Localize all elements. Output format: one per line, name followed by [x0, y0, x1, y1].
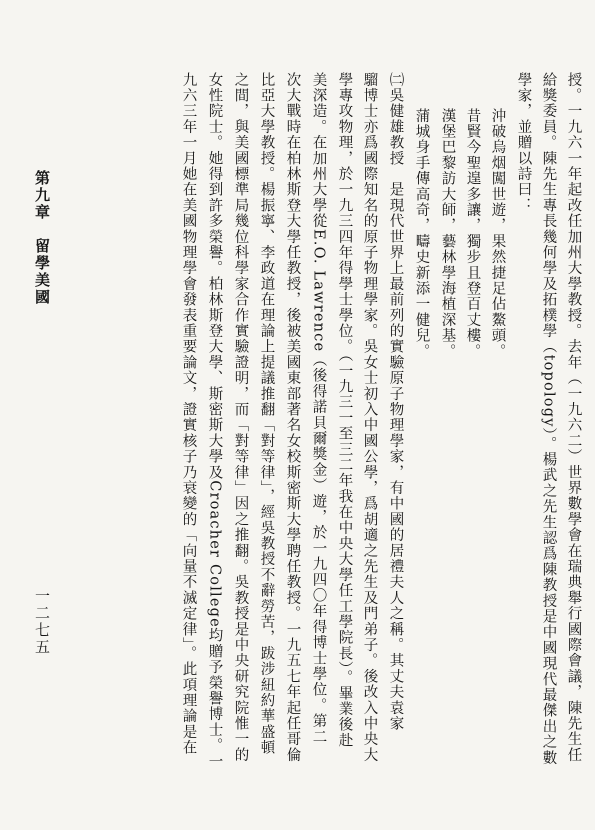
text-column: 之間，與美國標準局幾位科學家合作實驗證明，而「對等律」因之推翻。吳教授是中央研究院惟一的: [232, 72, 249, 763]
poem-line: 昔賢今聖遑多讓，獨步且登百丈樓。: [464, 108, 481, 360]
text-column: 學專攻物理，於一九三四年得學士學位。（一九三一至三二年我在中央大學任工學院長）。畢業後赴: [336, 72, 353, 749]
text-column: 女性院士。她得到許多榮譽。柏林斯登大學、斯密斯大學及Croacher College均贈予榮譽博士。一: [206, 72, 223, 770]
chapter-heading: 第九章 留學美國: [33, 170, 51, 306]
text-column: 比亞大學教授。楊振寧、李政道在理論上提議推翻「對等律」，經吳教授不辭勞苦，跋涉紐約華盛頓: [258, 72, 275, 756]
text-column: 學家，並贈以詩曰：: [515, 72, 532, 214]
text-column: 次大戰時在柏林斯登大學任教授，後被美國東部著名女校斯密斯大學聘任教授。一九五七年起任哥倫: [284, 72, 301, 763]
text-column: 美深造。在加州大學從E.O. Lawrence（後得諾貝爾獎金）遊，於一九四〇年得博士學位。第二: [310, 72, 327, 745]
text-column: 騮博士亦爲國際知名的原子物理學家。吳女士初入中國公學，爲胡適之先生及門弟子。後改入中央大: [361, 72, 378, 763]
page-number: 一二七五: [33, 588, 51, 656]
poem-line: 蒲城身手傳高奇，疇史新添一健兒。: [413, 108, 430, 360]
poem-line: 沖破烏烟闖世遊，果然捷足佔鰲頭。: [489, 108, 506, 360]
poem-line: 漢堡巴黎訪大師，藝林學海植深基。: [439, 108, 456, 360]
text-column: 給獎委員。陳先生專長幾何學及拓樸學（topology）。楊武之先生認爲陳教授是中國現代最傑出之數: [540, 72, 557, 766]
text-column: 授。一九六一年起改任加州大學教授。去年（一九六二）世界數學會在瑞典舉行國際會議，陳先生任: [565, 72, 582, 763]
text-column: 九六三年一月她在美國物理學會發表重要論文，證實核子乃衰變的「向量不滅定律」。此項理論是在: [180, 72, 197, 756]
text-column: ㈡吳健雄教授 是現代世界上最前列的實驗原子物理學家，有中國的居禮夫人之稱。其丈夫袁家: [387, 72, 404, 732]
